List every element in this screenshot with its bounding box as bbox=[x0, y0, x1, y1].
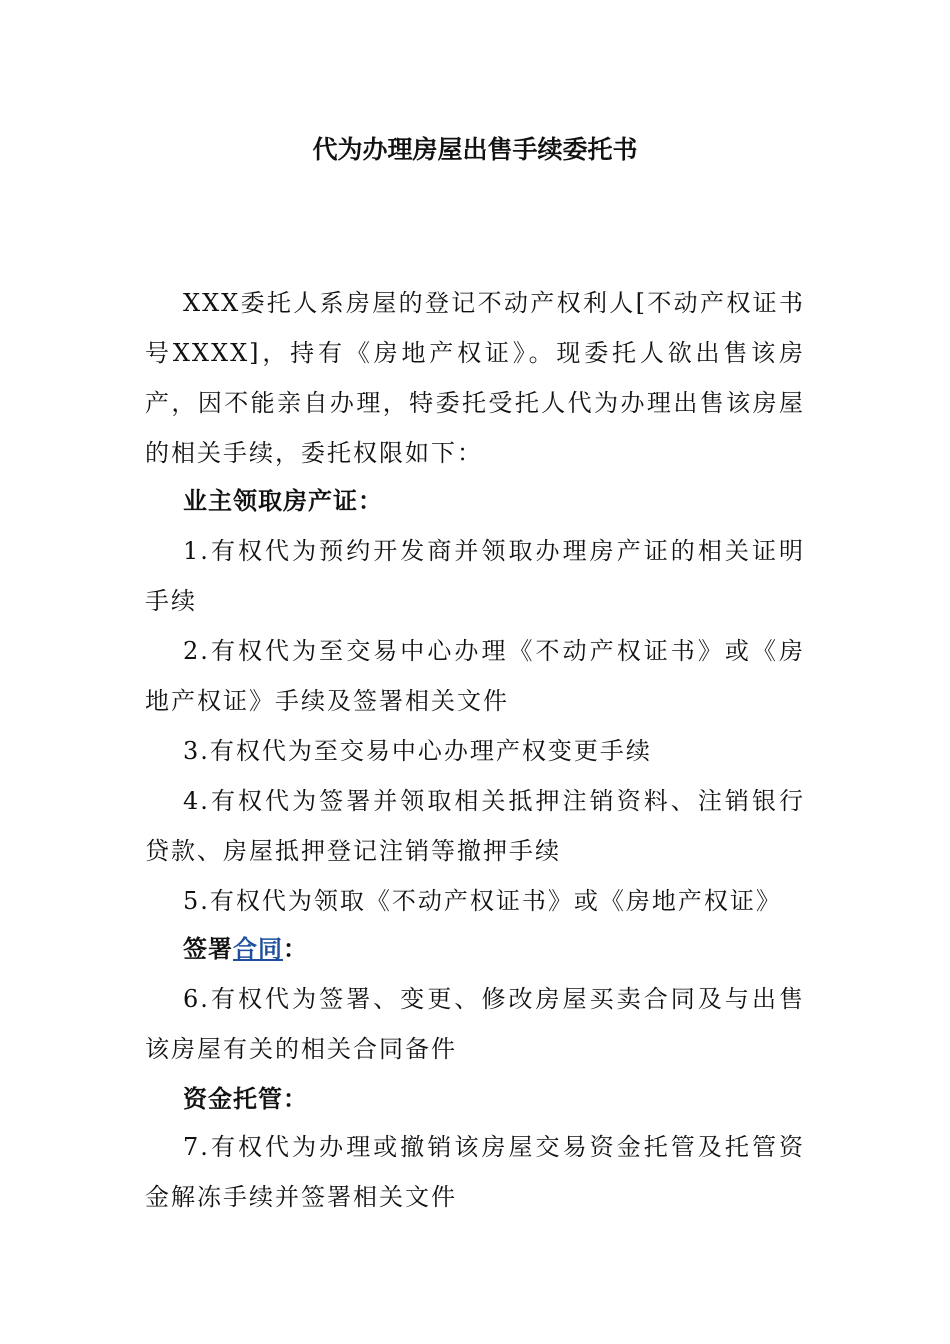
contract-link[interactable]: 合同 bbox=[233, 935, 283, 963]
heading-suffix: ： bbox=[283, 935, 308, 963]
intro-paragraph: XXX委托人系房屋的登记不动产权利人[不动产权证书号XXXX]，持有《房地产权证》。现委托人欲出售该房产，因不能亲自办理，特委托受托人代为办理出售该房屋的相关手续，委托权限如下： bbox=[145, 289, 805, 467]
list-item-2: 2.有权代为至交易中心办理《不动产权证书》或《房地产权证》手续及签署相关文件 bbox=[145, 637, 805, 715]
list-item-3: 3.有权代为至交易中心办理产权变更手续 bbox=[183, 737, 652, 765]
section-heading-sign-contract bbox=[183, 924, 308, 974]
document-title: 代为办理房屋出售手续委托书 bbox=[312, 135, 638, 164]
list-item-4: 4.有权代为签署并领取相关抵押注销资料、注销银行贷款、房屋抵押登记注销等撤押手续 bbox=[145, 787, 805, 865]
heading-prefix: 签署 bbox=[183, 935, 233, 963]
list-item-6: 6.有权代为签署、变更、修改房屋买卖合同及与出售该房屋有关的相关合同备件 bbox=[145, 985, 805, 1063]
section-heading-fund-custody: 资金托管： bbox=[183, 1085, 308, 1113]
list-item-7: 7.有权代为办理或撤销该房屋交易资金托管及托管资金解冻手续并签署相关文件 bbox=[145, 1133, 805, 1211]
list-item-1: 1.有权代为预约开发商并领取办理房产证的相关证明手续 bbox=[145, 537, 805, 615]
section-heading-property-certificate: 业主领取房产证： bbox=[183, 487, 383, 515]
list-item-5: 5.有权代为领取《不动产权证书》或《房地产权证》 bbox=[183, 887, 782, 915]
